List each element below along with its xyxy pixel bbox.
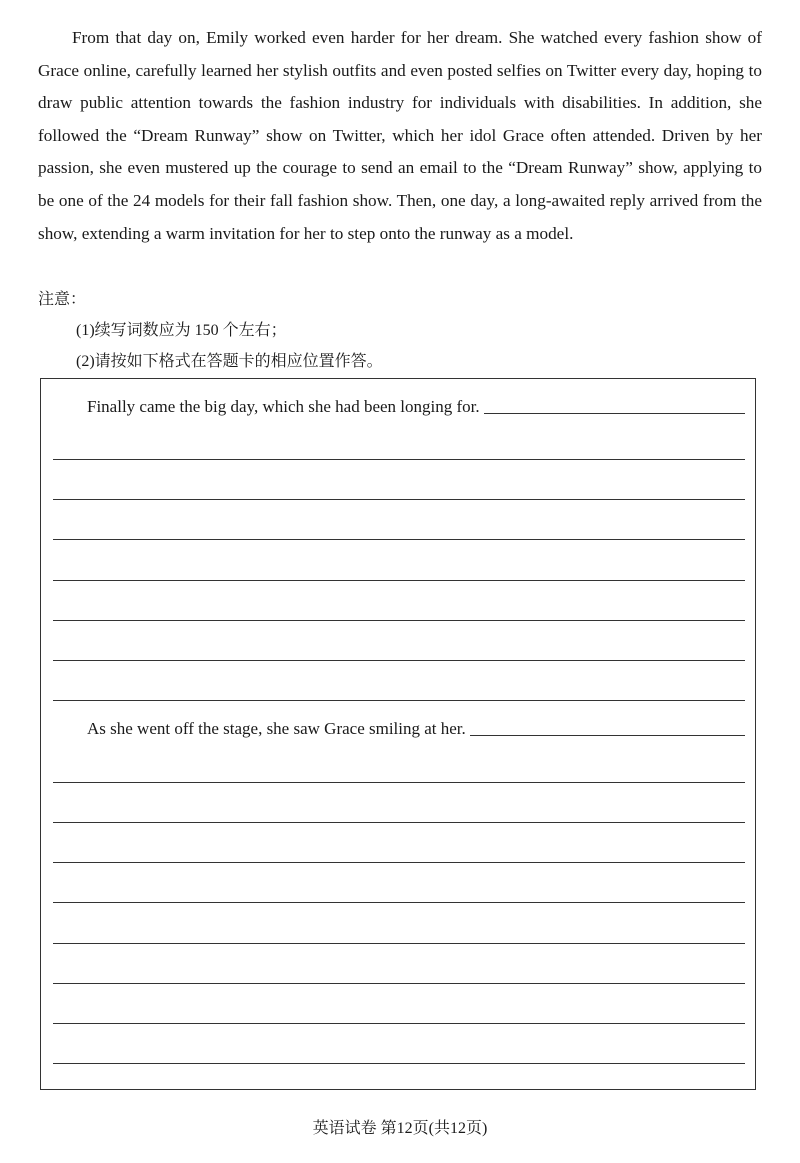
answer-line[interactable] (53, 620, 745, 621)
answer-line[interactable] (53, 660, 745, 661)
answer-line[interactable] (53, 499, 745, 500)
answer-box (40, 378, 756, 1090)
paragraph2-prompt: As she went off the stage, she saw Grace smiling at her. (87, 719, 466, 738)
paragraph1-first-line[interactable] (484, 412, 745, 414)
note-item-word-count: (1)续写词数应为 150 个左右； (76, 322, 287, 339)
paragraph1-prompt: Finally came the big day, which she had been longing for. (87, 397, 480, 416)
answer-line[interactable] (53, 782, 745, 783)
answer-line[interactable] (53, 700, 745, 701)
answer-line[interactable] (53, 902, 745, 903)
answer-line[interactable] (53, 580, 745, 581)
answer-line[interactable] (53, 822, 745, 823)
answer-line[interactable] (53, 459, 745, 460)
page-footer: 英语试卷 第12页(共12页) (312, 1120, 488, 1137)
answer-line[interactable] (53, 1023, 745, 1024)
notes-section (38, 284, 762, 377)
answer-line[interactable] (53, 539, 745, 540)
answer-line[interactable] (53, 983, 745, 984)
answer-line[interactable] (53, 1063, 745, 1064)
paragraph2-prompt-row (87, 719, 745, 739)
paragraph1-prompt-row (87, 397, 745, 417)
paragraph2-first-line[interactable] (470, 734, 745, 736)
notes-heading: 注意： (38, 291, 87, 308)
story-passage: From that day on, Emily worked even harder for her dream. She watched every fashion show of Grace online, carefully learned her stylish outfits and even posted selfies on Twitter every day, hoping to draw public attention towards the fashion industry for individuals with disabilities. In addition, she followed the “Dream Runway” show on Twitter, which her idol Grace often attended. Driven by her passion, she even mustered up the courage to send an email to the “Dream Runway” show, applying to be one of the 24 models for their fall fashion show. Then, one day, a long-awaited reply arrived from the show, extending a warm invitation for her to step onto the runway as a model. (38, 28, 762, 243)
answer-line[interactable] (53, 943, 745, 944)
answer-line[interactable] (53, 862, 745, 863)
note-item-format: (2)请按如下格式在答题卡的相应位置作答。 (76, 353, 383, 370)
